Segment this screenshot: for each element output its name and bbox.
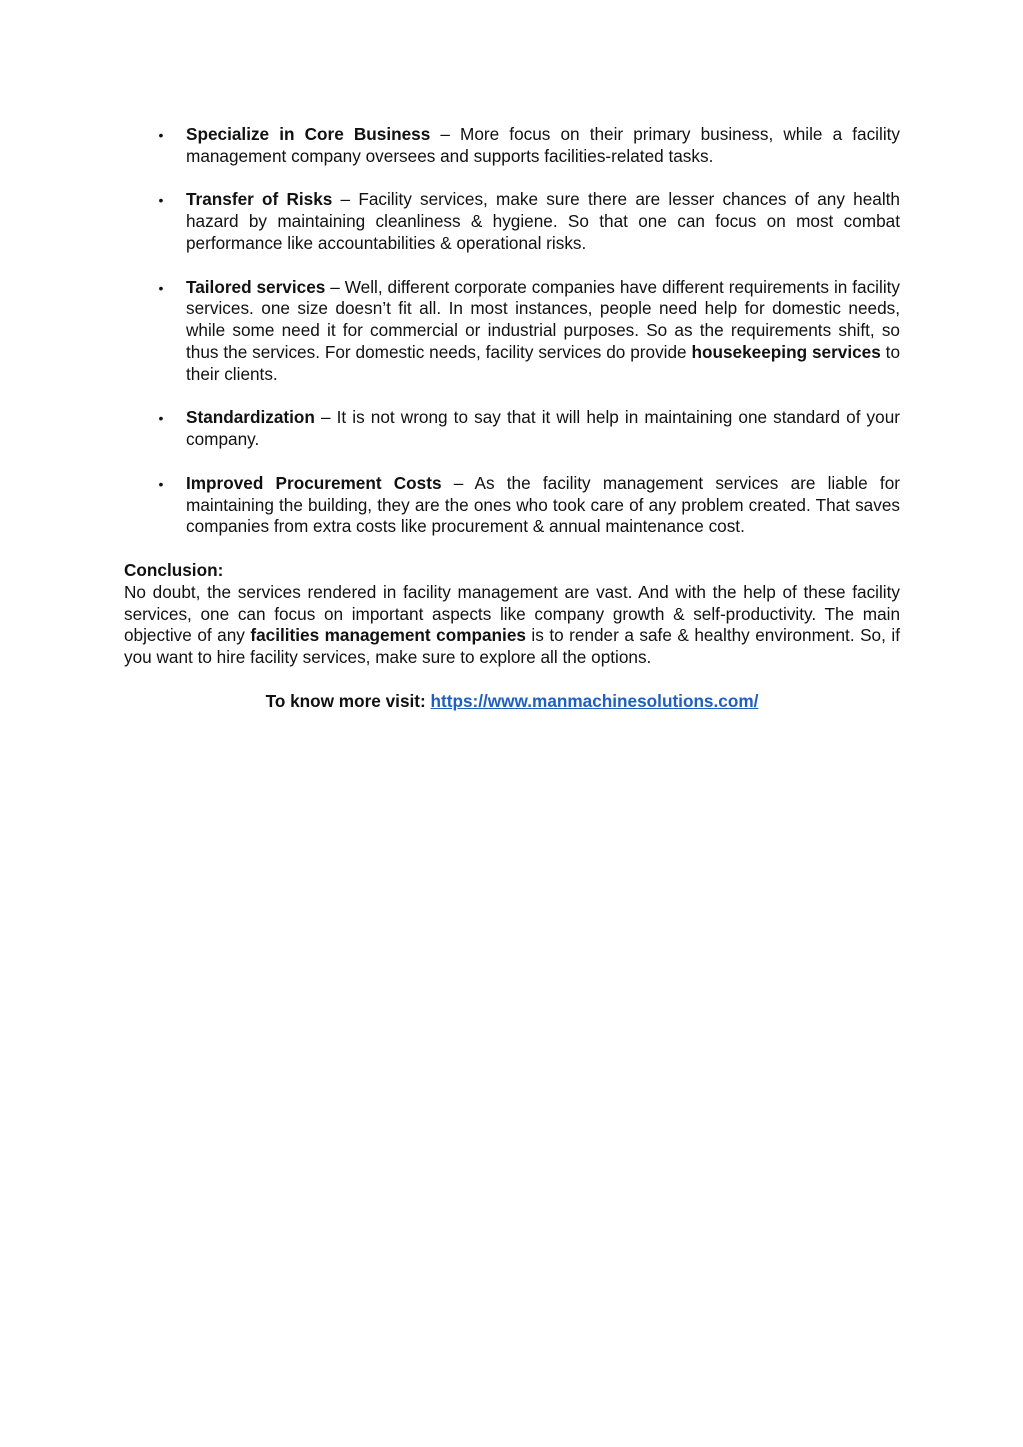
bullet-text-after: to their clients. — [186, 341, 901, 384]
list-item — [124, 189, 900, 254]
bullet-text: – More focus on their primary business, while a facility management company oversees and supports facilities-related tasks. — [186, 124, 901, 166]
bullet-title: Standardization — [186, 407, 315, 428]
conclusion-body — [124, 582, 900, 669]
list-item — [124, 407, 900, 451]
bullet-text: – As the facility management services are liable for maintaining the building, they are the ones who took care of any problem created. That saves companies from extra costs like procurement & annual maintenance cost. — [186, 472, 900, 537]
call-to-action — [124, 691, 900, 713]
conclusion-text-after: is to render a safe & healthy environment. So, if you want to hire facility services, make sure to explore all the options. — [124, 625, 900, 668]
bullet-title: Improved Procurement Costs — [186, 472, 442, 493]
bullet-icon — [156, 189, 166, 212]
conclusion-bold-inline: facilities management companies — [250, 625, 526, 646]
list-item — [124, 124, 900, 168]
document-page — [124, 124, 900, 730]
bullet-text: – It is not wrong to say that it will help in maintaining one standard of your company. — [186, 407, 900, 450]
bullet-bold-inline: housekeeping services — [691, 341, 881, 362]
conclusion-heading: Conclusion: — [124, 559, 224, 580]
website-link[interactable]: https://www.manmachinesolutions.com/ — [430, 690, 759, 711]
bullet-icon — [156, 124, 166, 147]
bullet-title: Transfer of Risks — [186, 189, 333, 210]
bullet-icon — [156, 473, 166, 496]
bullet-icon — [156, 407, 166, 430]
bullet-title: Tailored services — [186, 276, 326, 297]
cta-label: To know more visit: — [265, 690, 431, 711]
list-item — [124, 277, 900, 386]
bullet-text: – Well, different corporate companies have different requirements in facility services. one size doesn’t fit all. In most instances, people need help for domestic needs, while some need it for commercial or industrial purposes. So as the requirements shift, so thus the services. For domestic needs, facility services do provide — [186, 276, 901, 362]
conclusion-text: No doubt, the services rendered in facility management are vast. And with the help of these facility services, one can focus on important aspects like company growth & self-productivity. The main objective of any — [124, 581, 900, 646]
bullet-text: – Facility services, make sure there are lesser chances of any health hazard by maintaining cleanliness & hygiene. So that one can focus on most combat performance like accountabilities & operational risks. — [186, 189, 900, 253]
bullet-title: Specialize in Core Business — [186, 124, 431, 144]
benefits-list — [124, 124, 900, 538]
bullet-icon — [156, 277, 166, 300]
list-item — [124, 473, 900, 538]
